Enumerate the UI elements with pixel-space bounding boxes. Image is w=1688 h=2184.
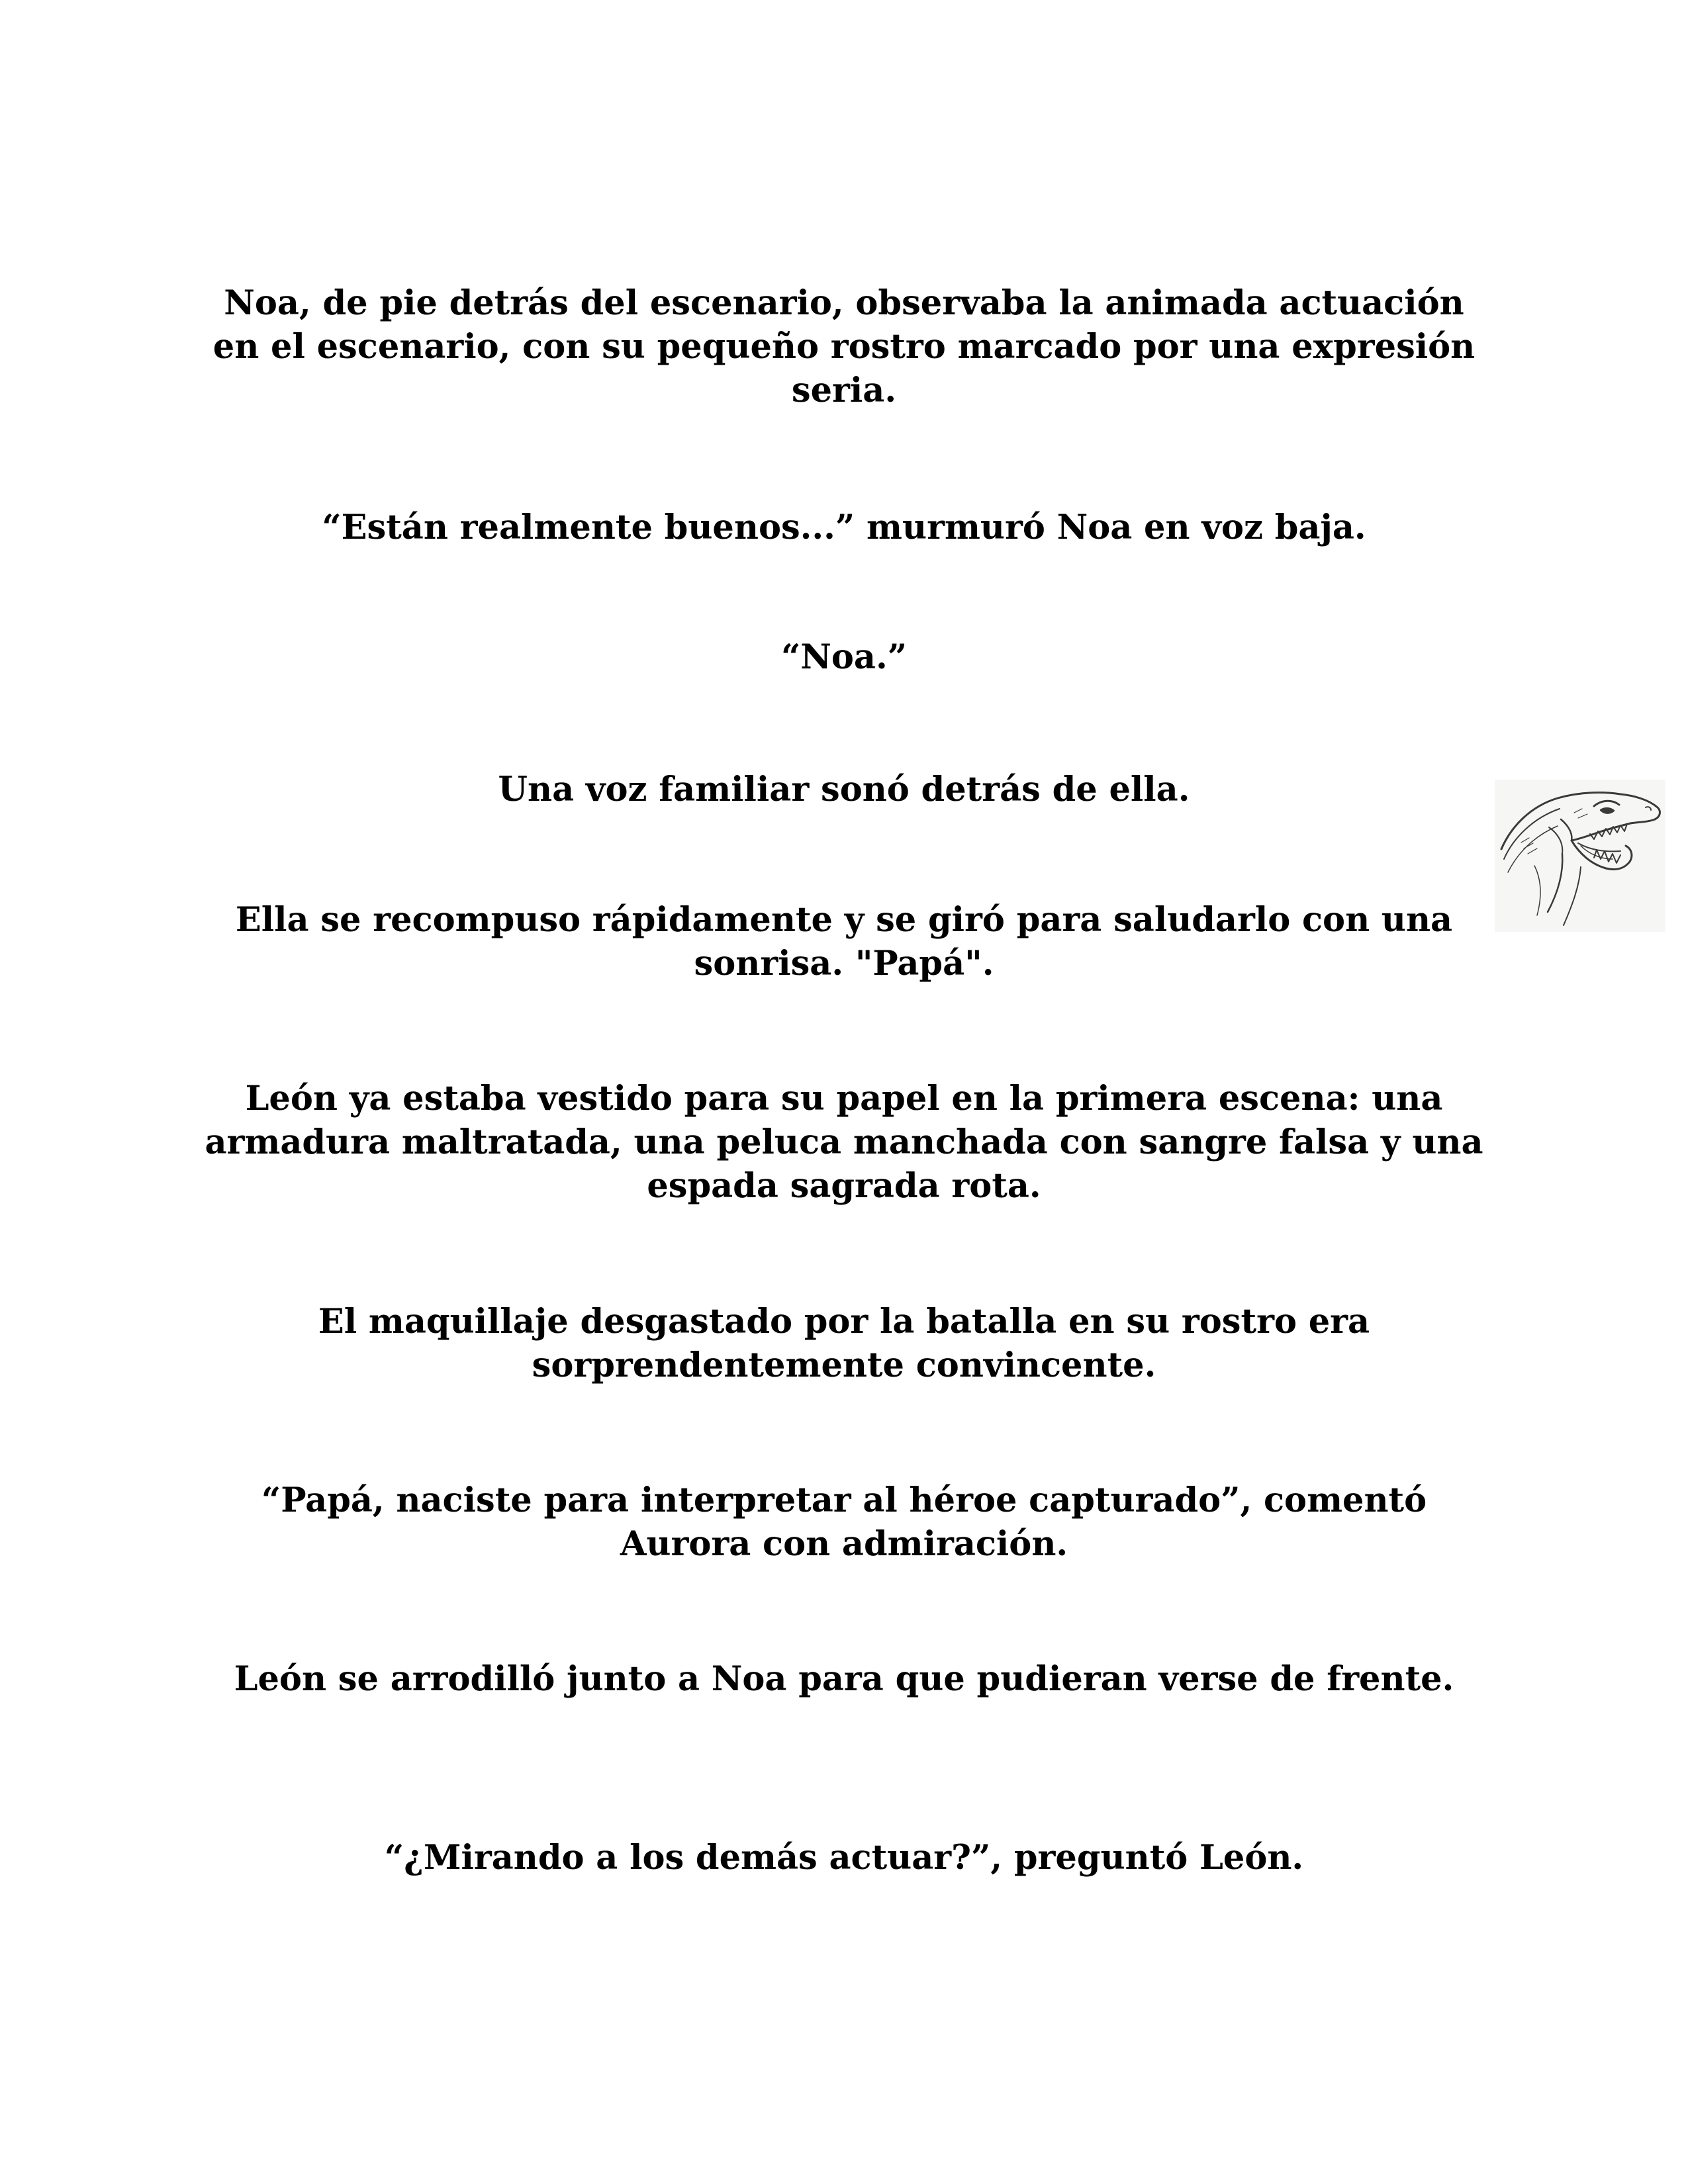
paragraph-2: “Están realmente buenos...” murmuró Noa en voz baja. <box>322 508 1366 547</box>
paragraph-8: “Papá, naciste para interpretar al héroe capturado”, comentó Aurora con admiración. <box>261 1480 1427 1564</box>
paragraph-6: León ya estaba vestido para su papel en la primera escena: una armadura maltratada, una peluca manchada con sangre falsa y una espada sagrada rota. <box>205 1079 1483 1206</box>
dinosaur-sketch-icon <box>1495 780 1665 932</box>
paragraph-4: Una voz familiar sonó detrás de ella. <box>498 770 1190 809</box>
paragraph-3: “Noa.” <box>780 637 908 677</box>
paragraph-9: León se arrodilló junto a Noa para que pudieran verse de frente. <box>234 1659 1454 1699</box>
paragraph-1: Noa, de pie detrás del escenario, observaba la animada actuación en el escenario, con su pequeño rostro marcado por una expresión seria. <box>212 283 1476 410</box>
paragraph-5: Ella se recompuso rápidamente y se giró para saludarlo con una sonrisa. "Papá". <box>235 900 1453 983</box>
paragraph-10: “¿Mirando a los demás actuar?”, preguntó León. <box>384 1838 1304 1878</box>
paragraph-7: El maquillaje desgastado por la batalla en su rostro era sorprendentemente convincente. <box>318 1302 1370 1385</box>
